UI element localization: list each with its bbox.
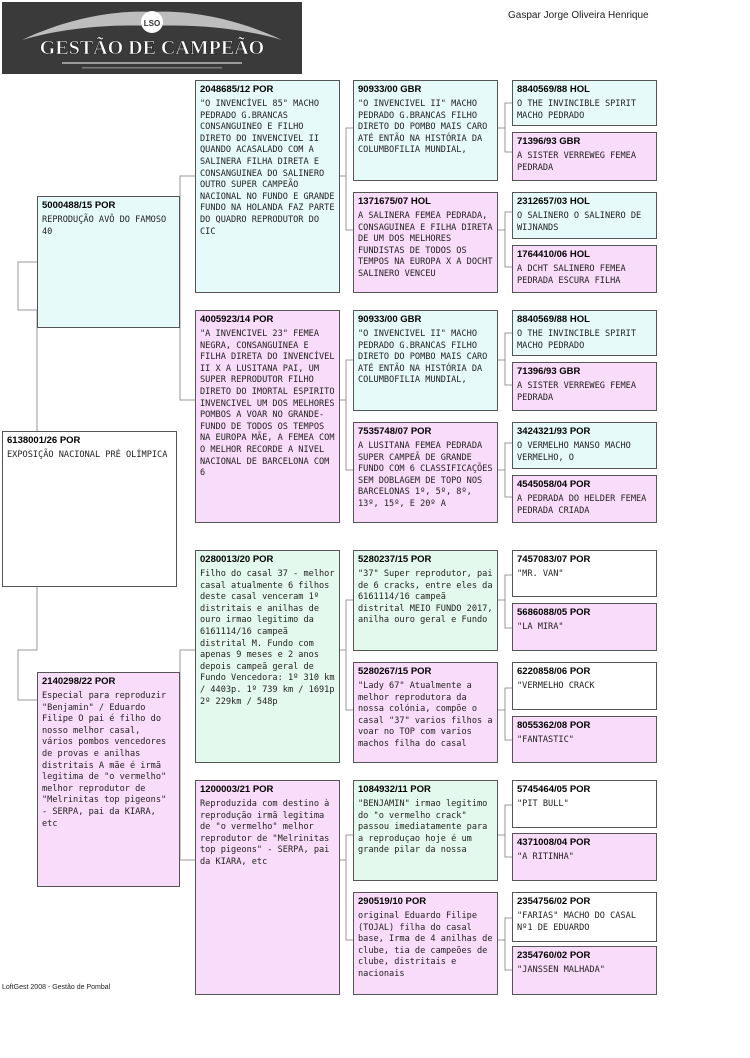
grandparent-desc: Reproduzida com destino à reprodução irmã legitima de "o vermelho" melhor reprodutor de "Melrinitas top pigeons" - SERPA, pai da KIARA, etc [200,799,330,867]
grandparent-ring: 0280013/20 POR [200,554,274,565]
gen5-card[interactable] [512,780,657,828]
grandparent-desc: "A INVENCIVEL 23" FEMEA NEGRA, CONSANGUINEA E FILHA DIRETA DO INVENCÍVEL II X A LUSITANA PAI, UM SUPER REPRODUTOR FILHO DIRETO DO IMORTAL ESPIRITO INVENCIVEL UM DOS MELHORES POMBOS A VOAR NO GRANDE-FUNDO DE TODOS OS TEMPOS NA EUROPA MÃE, A FEMEA COM O MELHOR RECORDE A NIVEL NACIONAL DE BARCELONA COM 6 [200,329,335,479]
dam-desc: Especial para reproduzir "Benjamin" / Eduardo Filipe O pai é filho do nosso melhor casal, vários pombos vencedores de provas e anilhas distritais A mãe é irmã legitima de "o vermelho" melhor reprodutor de "Melrinitas top pigeons" - SERPA, pai da KIARA, etc [42,691,167,829]
gen5-card[interactable] [512,662,657,710]
grandparent-desc: Filho do casal 37 - melhor casal atualmente 6 filhos deste casal venceram 1º distritais e anilhas de ouro irmao legitimo da 6161114/16 campeã distrital M. Fundo com apenas 9 meses e 2 anos depois campeã geral de Fundo Vencedora: 1º 310 km / 4403p. 1º 739 km / 1691p 2º 229km / 548p [200,569,335,707]
sire-ring: 5000488/15 POR [42,200,116,211]
grandparent-sd-card[interactable] [195,310,340,523]
gen5-ring: 2354760/02 POR [517,950,591,961]
great-grandparent-card[interactable] [353,550,498,651]
great-grandparent-desc: "BENJAMIN" irmao legitimo do "o vermelho crack" passou imediatamente para a reproduçao hoje é um grande pilar da nossa [358,799,488,856]
gen5-ring: 5745464/05 POR [517,784,591,795]
gen5-desc: "LA MIRA" [517,622,564,632]
great-grandparent-ring: 90933/00 GBR [358,314,422,325]
gen5-ring: 6220858/06 POR [517,666,591,677]
gen5-card[interactable] [512,475,657,523]
gen5-card[interactable] [512,132,657,181]
gen5-card[interactable] [512,310,657,356]
gen5-card[interactable] [512,833,657,881]
great-grandparent-card[interactable] [353,310,498,411]
gen5-ring: 4545058/04 POR [517,479,591,490]
grandparent-ds-card[interactable] [195,550,340,763]
gen5-desc: "MR. VAN" [517,569,564,579]
grandparent-ring: 2048685/12 POR [200,84,274,95]
gen5-card[interactable] [512,422,657,469]
great-grandparent-ring: 5280237/15 POR [358,554,432,565]
subject-card[interactable] [2,431,177,587]
great-grandparent-desc: "O INVENCIVEL II" MACHO PEDRADO G.BRANCAS FILHO DIRETO DO POMBO MAIS CARO ATÉ ENTÃO NA HISTÓRIA DA COLUMBOFILIA MUNDIAL, [358,329,488,386]
grandparent-desc: "O INVENCÍVEL 85" MACHO PEDRADO G.BRANCAS CONSANGUINEO E FILHO DIRETO DO INVENCIVEL II QUANDO ACASALADO COM A SALINERA FILHA DIRETA E CONSANGUINEA DO SALINERO OUTRO SUPER CAMPEÃO NACIONAL NO FUNDO E GRANDE FUNDO NA HOLANDA FAZ PARTE DO QUADRO REPRODUTOR DO CIC [200,99,335,237]
great-grandparent-desc: A SALINERA FEMEA PEDRADA, CONSAGUINEA E FILHA DIRETA DE UM DOS MELHORES FUNDISTAS DE TODOS OS TEMPOS NA EUROPA X A DOCHT SALINERO VENCEU [358,211,493,279]
gen5-desc: A DCHT SALINERO FEMEA PEDRADA ESCURA FILHA [517,264,626,286]
gen5-card[interactable] [512,80,657,126]
great-grandparent-ring: 7535748/07 POR [358,426,432,437]
gen5-card[interactable] [512,192,657,239]
owner-name: Gaspar Jorge Oliveira Henrique [508,10,649,21]
gen5-desc: "A RITINHA" [517,852,574,862]
great-grandparent-desc: "Lady 67" Atualmente a melhor reprodutora da nossa colónia, compõe o casal "37" varios filhos a voar no TOP com varios machos filha do casal [358,681,493,749]
dam-card[interactable] [37,672,180,887]
gen5-ring: 8055362/08 POR [517,720,591,731]
great-grandparent-card[interactable] [353,192,498,293]
gen5-ring: 8840569/88 HOL [517,314,590,325]
gen5-desc: O THE INVINCIBLE SPIRIT MACHO PEDRADO [517,329,636,351]
great-grandparent-card[interactable] [353,662,498,763]
sire-card[interactable] [37,196,180,328]
gen5-desc: A SISTER VERREWEG FEMEA PEDRADA [517,151,636,173]
gen5-desc: A SISTER VERREWEG FEMEA PEDRADA [517,381,636,403]
logo-text: GESTÃO DE CAMPEÃO [39,37,265,59]
footer-text: LoftGest 2008 - Gestão de Pombal [2,984,111,991]
gen5-desc: "FARIAS" MACHO DO CASAL Nº1 DE EDUARDO [517,911,636,933]
gen5-desc: "FANTASTIC" [517,735,574,745]
gen5-desc: O SALINERO O SALINERO DE WIJNANDS [517,211,642,233]
gen5-ring: 2354756/02 POR [517,896,591,907]
gen5-desc: A PEDRADA DO HELDER FEMEA PEDRADA CRIADA [517,494,647,516]
great-grandparent-card[interactable] [353,80,498,181]
great-grandparent-desc: "O INVENCIVEL II" MACHO PEDRADO G.BRANCAS FILHO DIRETO DO POMBO MAIS CARO ATÉ ENTÃO NA HISTÓRIA DA COLUMBOFILIA MUNDIAL, [358,99,488,156]
great-grandparent-ring: 1371675/07 HOL [358,196,431,207]
sire-desc: REPRODUÇÃO AVÔ DO FAMOSO 40 [42,215,167,237]
gen5-desc: "VERMELHO CRACK [517,681,595,691]
gen5-card[interactable] [512,362,657,411]
grandparent-ss-card[interactable] [195,80,340,293]
great-grandparent-desc: original Eduardo Filipe (TOJAL) filha do casal base, Irma de 4 anilhas de clube, tia de campeões de clube, distritais e nacionais [358,911,493,979]
gen5-ring: 8840569/88 HOL [517,84,590,95]
gen5-desc: "JANSSEN MALHADA" [517,965,605,975]
grandparent-dd-card[interactable] [195,780,340,995]
gen5-ring: 5686088/05 POR [517,607,591,618]
subject-desc: EXPOSIÇÃO NACIONAL PRÉ OLÍMPICA [7,450,168,460]
gen5-ring: 71396/93 GBR [517,366,581,377]
grandparent-ring: 4005923/14 POR [200,314,274,325]
gen5-card[interactable] [512,946,657,995]
great-grandparent-ring: 1084932/11 POR [358,784,431,795]
great-grandparent-desc: A LUSITANA FEMEA PEDRADA SUPER CAMPEÃ DE GRANDE FUNDO COM 6 CLASSIFICAÇÕES SEM DOBLAGEM DE TOPO NOS BARCELONAS 1º, 5º, 8º, 13º, 15º, E 20º A [358,441,493,509]
gen5-ring: 1764410/06 HOL [517,249,590,260]
gen5-ring: 71396/93 GBR [517,136,581,147]
gen5-card[interactable] [512,550,657,597]
gen5-ring: 3424321/93 POR [517,426,591,437]
great-grandparent-ring: 90933/00 GBR [358,84,422,95]
great-grandparent-ring: 290519/10 POR [358,896,427,907]
great-grandparent-card[interactable] [353,780,498,881]
great-grandparent-desc: "37" Super reprodutor, pai de 6 cracks, entre eles da 6161114/16 campeã distrital MEIO FUNDO 2017, anilha ouro geral e Fundo [358,569,493,626]
dam-ring: 2140298/22 POR [42,676,116,687]
gen5-card[interactable] [512,245,657,293]
great-grandparent-card[interactable] [353,422,498,523]
logo-small-text: LSO [143,19,161,28]
gen5-ring: 7457083/07 POR [517,554,591,565]
subject-ring: 6138001/26 POR [7,435,81,446]
grandparent-ring: 1200003/21 POR [200,784,274,795]
gen5-ring: 4371008/04 POR [517,837,591,848]
gen5-desc: O VERMELHO MANSO MACHO VERMELHO, O [517,441,631,463]
gen5-desc: O THE INVINCIBLE SPIRIT MACHO PEDRADO [517,99,636,121]
gen5-ring: 2312657/03 HOL [517,196,590,207]
gen5-card[interactable] [512,892,657,942]
gen5-card[interactable] [512,603,657,651]
gen5-desc: "PIT BULL" [517,799,569,809]
gen5-card[interactable] [512,716,657,763]
great-grandparent-ring: 5280267/15 POR [358,666,432,677]
great-grandparent-card[interactable] [353,892,498,995]
